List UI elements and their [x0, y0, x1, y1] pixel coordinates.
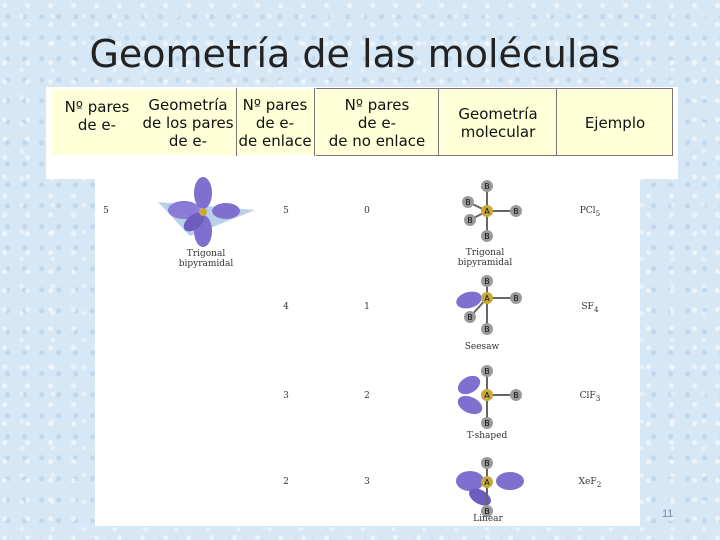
cell-lone-pairs: 0	[364, 206, 370, 216]
central-atom-label: A	[484, 207, 490, 216]
formula-subscript: 2	[596, 479, 602, 489]
cell-lone-pairs: 1	[364, 302, 370, 312]
molecular-geometry-label: Linear	[473, 514, 503, 524]
page-title: Geometría de las moléculas	[89, 32, 621, 76]
ligand-atom-label: B	[484, 367, 490, 376]
ligand-atom-label: B	[484, 182, 490, 191]
molecular-geometry-label: Trigonal bipyramidal	[457, 248, 513, 268]
central-atom-label: A	[484, 478, 490, 487]
formula-subscript: 5	[595, 208, 601, 218]
ligand-atom-label: B	[513, 391, 519, 400]
cell-bonding-pairs: 4	[283, 302, 289, 312]
ligand-atom-label: B	[484, 277, 490, 286]
central-atom-label: A	[484, 391, 490, 400]
header-divider	[236, 88, 237, 156]
molecule-t-shaped	[454, 363, 524, 433]
formula-main: PCl	[579, 206, 596, 216]
electron-geometry-illustration	[150, 176, 260, 248]
formula-subscript: 4	[593, 304, 599, 314]
electron-geometry-label: Trigonal bipyramidal	[178, 249, 234, 269]
ligand-atom-label: B	[484, 325, 490, 334]
header-col-example: Ejemplo	[584, 114, 646, 132]
example-formula	[565, 391, 615, 403]
example-formula	[565, 302, 615, 314]
ligand-atom-label: B	[465, 198, 471, 207]
ligand-atom-label: B	[513, 207, 519, 216]
cell-lone-pairs: 3	[364, 477, 370, 487]
header-divider	[672, 88, 673, 156]
molecule-linear	[450, 455, 530, 523]
formula-main: SF	[581, 302, 594, 312]
ligand-atom-label: B	[484, 507, 490, 516]
cell-lone-pairs: 2	[364, 391, 370, 401]
molecular-geometry-label: T-shaped	[466, 431, 508, 441]
cell-bonding-pairs: 2	[283, 477, 289, 487]
header-col-lone-pairs: Nº pares de e- de no enlace	[328, 96, 426, 150]
molecular-geometry-label: Seesaw	[464, 342, 500, 352]
ligand-atom-label: B	[484, 459, 490, 468]
example-formula	[565, 477, 615, 489]
ligand-atom-label: B	[467, 313, 473, 322]
header-divider	[438, 88, 439, 156]
cell-bonding-pairs: 5	[283, 206, 289, 216]
formula-main: XeF	[578, 477, 597, 487]
slide-number: 11	[662, 508, 674, 520]
molecule-seesaw	[454, 275, 524, 341]
cell-total-pairs: 5	[103, 206, 109, 216]
ligand-atom-label: B	[467, 216, 473, 225]
header-divider-horizontal	[316, 155, 672, 156]
ligand-atom-label: B	[513, 294, 519, 303]
formula-main: ClF	[579, 391, 596, 401]
header-col-total-pairs: Nº pares de e-	[64, 98, 130, 134]
header-divider-horizontal	[316, 88, 672, 89]
central-atom-label: A	[484, 294, 490, 303]
header-col-electron-geometry: Geometría de los pares de e-	[142, 96, 234, 150]
header-divider	[556, 88, 557, 156]
cell-bonding-pairs: 3	[283, 391, 289, 401]
example-formula	[565, 206, 615, 218]
header-col-molecular-geometry: Geometría molecular	[458, 105, 538, 141]
header-divider	[314, 88, 315, 156]
ligand-atom-label: B	[484, 419, 490, 428]
formula-subscript: 3	[595, 393, 601, 403]
header-col-bonding-pairs: Nº pares de e- de enlace	[238, 96, 312, 150]
molecule-trigonal-bipyramidal	[458, 178, 528, 248]
ligand-atom-label: B	[484, 232, 490, 241]
